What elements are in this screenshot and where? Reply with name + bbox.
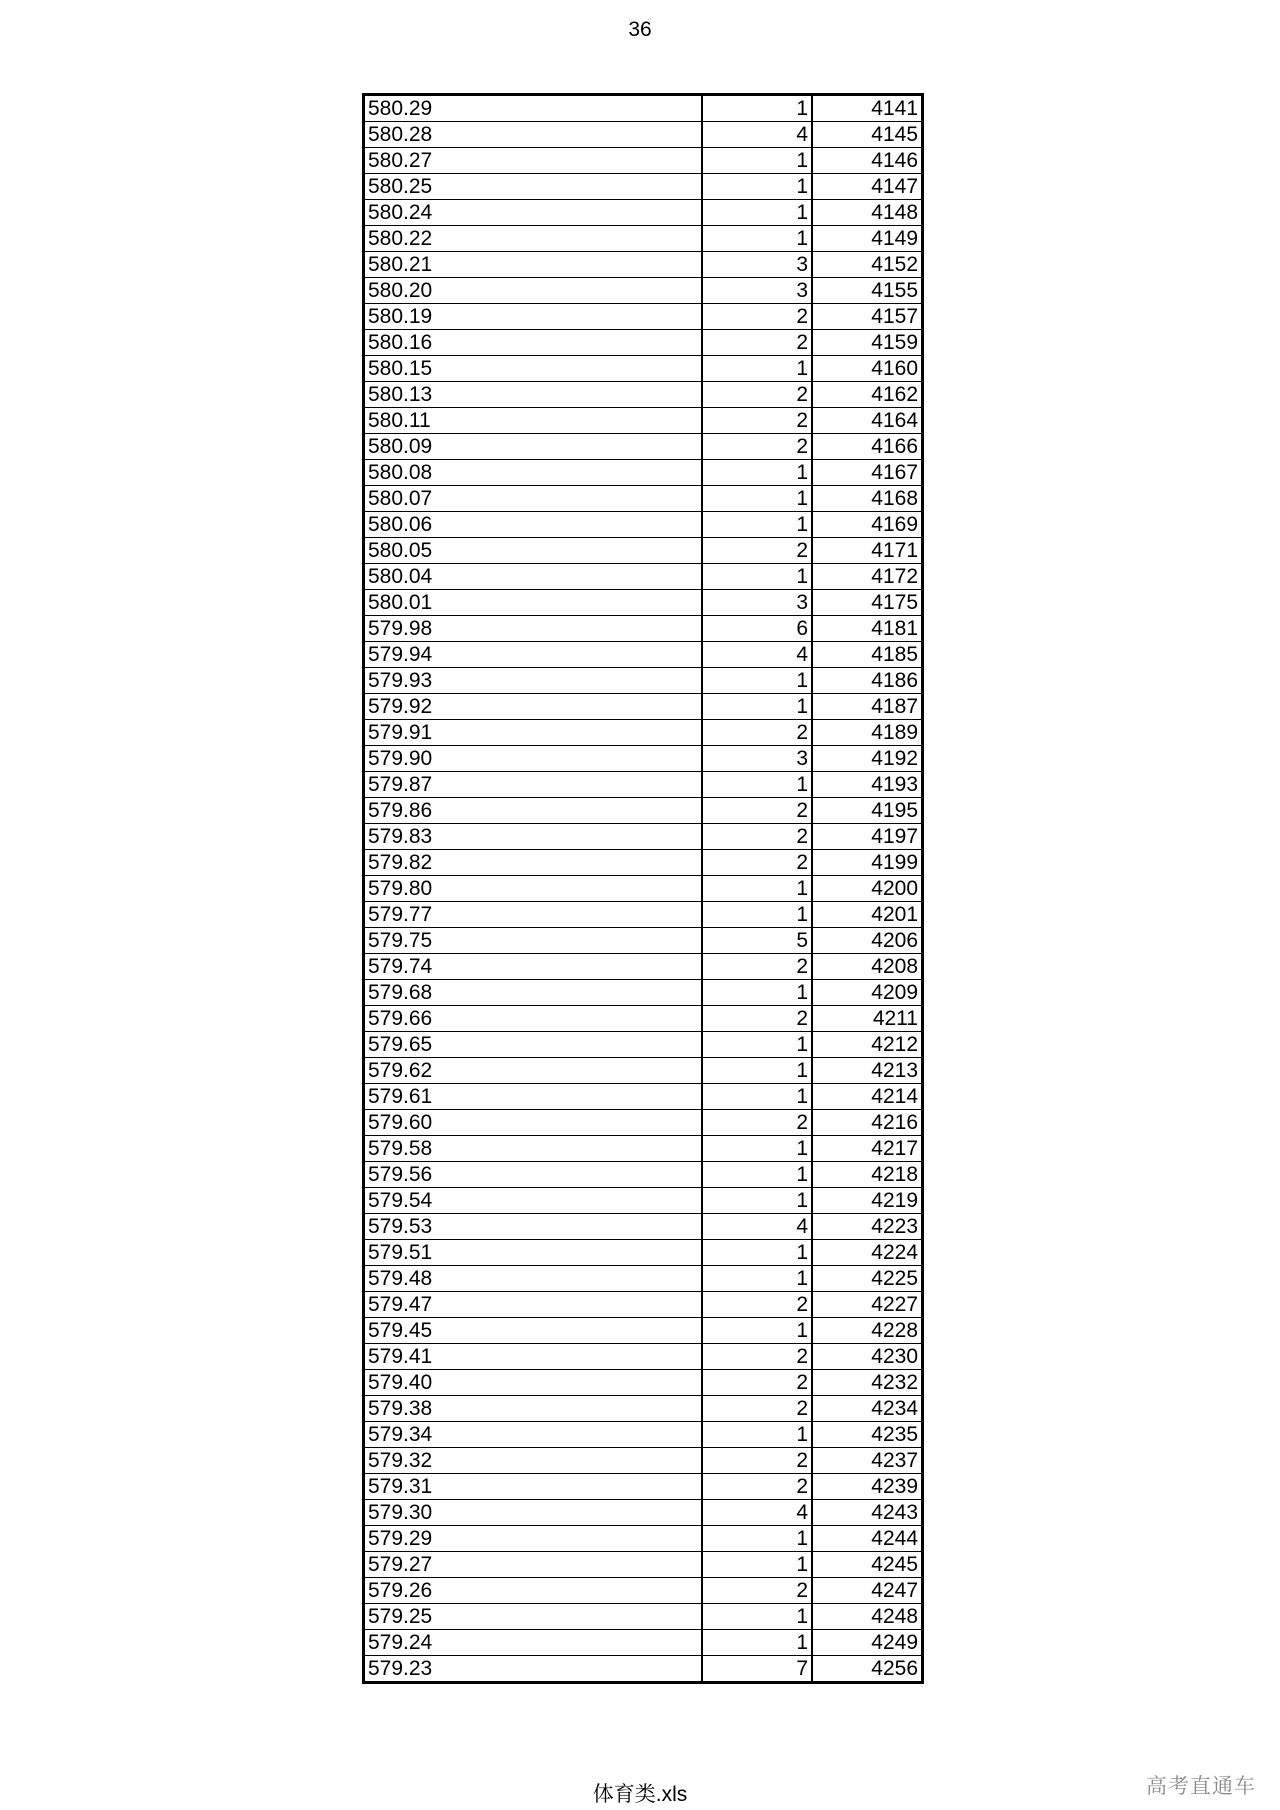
table-row — [364, 434, 923, 460]
table-row — [364, 1604, 923, 1630]
table-row — [364, 1136, 923, 1162]
table-row — [364, 564, 923, 590]
cumulative-cell: 4192 — [812, 746, 923, 772]
count-cell: 2 — [702, 954, 812, 980]
cumulative-cell: 4200 — [812, 876, 923, 902]
table-row — [364, 1032, 923, 1058]
count-cell: 1 — [702, 980, 812, 1006]
count-cell: 2 — [702, 538, 812, 564]
table-row — [364, 798, 923, 824]
cumulative-cell: 4230 — [812, 1344, 923, 1370]
score-cell: 580.04 — [364, 564, 703, 590]
score-cell: 579.51 — [364, 1240, 703, 1266]
cumulative-cell: 4206 — [812, 928, 923, 954]
score-table — [362, 93, 924, 1684]
count-cell: 1 — [702, 1188, 812, 1214]
table-row — [364, 1084, 923, 1110]
table-row — [364, 694, 923, 720]
cumulative-cell: 4247 — [812, 1578, 923, 1604]
table-row — [364, 330, 923, 356]
cumulative-cell: 4186 — [812, 668, 923, 694]
count-cell: 1 — [702, 95, 812, 122]
cumulative-cell: 4166 — [812, 434, 923, 460]
table-row — [364, 538, 923, 564]
table-row — [364, 1058, 923, 1084]
score-cell: 580.29 — [364, 95, 703, 122]
count-cell: 1 — [702, 772, 812, 798]
score-cell: 580.08 — [364, 460, 703, 486]
cumulative-cell: 4249 — [812, 1630, 923, 1656]
cumulative-cell: 4159 — [812, 330, 923, 356]
table-row — [364, 1214, 923, 1240]
table-row — [364, 1370, 923, 1396]
score-cell: 580.19 — [364, 304, 703, 330]
table-row — [364, 1266, 923, 1292]
score-cell: 579.82 — [364, 850, 703, 876]
count-cell: 1 — [702, 668, 812, 694]
score-cell: 579.45 — [364, 1318, 703, 1344]
count-cell: 2 — [702, 1396, 812, 1422]
cumulative-cell: 4256 — [812, 1656, 923, 1683]
cumulative-cell: 4217 — [812, 1136, 923, 1162]
score-cell: 579.87 — [364, 772, 703, 798]
score-cell: 580.06 — [364, 512, 703, 538]
table-row — [364, 1318, 923, 1344]
table-row — [364, 408, 923, 434]
count-cell: 1 — [702, 174, 812, 200]
count-cell: 2 — [702, 1344, 812, 1370]
count-cell: 1 — [702, 1032, 812, 1058]
score-cell: 580.28 — [364, 122, 703, 148]
cumulative-cell: 4225 — [812, 1266, 923, 1292]
score-cell: 579.77 — [364, 902, 703, 928]
count-cell: 4 — [702, 1500, 812, 1526]
count-cell: 1 — [702, 486, 812, 512]
table-row — [364, 772, 923, 798]
table-row — [364, 486, 923, 512]
count-cell: 1 — [702, 356, 812, 382]
count-cell: 1 — [702, 1630, 812, 1656]
cumulative-cell: 4162 — [812, 382, 923, 408]
count-cell: 6 — [702, 616, 812, 642]
score-cell: 580.21 — [364, 252, 703, 278]
count-cell: 1 — [702, 694, 812, 720]
score-cell: 580.05 — [364, 538, 703, 564]
cumulative-cell: 4237 — [812, 1448, 923, 1474]
count-cell: 1 — [702, 1084, 812, 1110]
cumulative-cell: 4228 — [812, 1318, 923, 1344]
cumulative-cell: 4199 — [812, 850, 923, 876]
table-row — [364, 1552, 923, 1578]
count-cell: 2 — [702, 304, 812, 330]
table-row — [364, 1006, 923, 1032]
cumulative-cell: 4155 — [812, 278, 923, 304]
cumulative-cell: 4185 — [812, 642, 923, 668]
cumulative-cell: 4244 — [812, 1526, 923, 1552]
count-cell: 3 — [702, 746, 812, 772]
count-cell: 2 — [702, 1292, 812, 1318]
cumulative-cell: 4211 — [812, 1006, 923, 1032]
score-cell: 579.40 — [364, 1370, 703, 1396]
score-cell: 579.41 — [364, 1344, 703, 1370]
count-cell: 1 — [702, 1162, 812, 1188]
score-cell: 579.60 — [364, 1110, 703, 1136]
cumulative-cell: 4209 — [812, 980, 923, 1006]
table-row — [364, 902, 923, 928]
count-cell: 1 — [702, 1318, 812, 1344]
watermark: 高考直通车 — [1146, 1775, 1256, 1798]
score-cell: 580.07 — [364, 486, 703, 512]
count-cell: 4 — [702, 642, 812, 668]
score-cell: 580.27 — [364, 148, 703, 174]
count-cell: 2 — [702, 1370, 812, 1396]
count-cell: 3 — [702, 278, 812, 304]
cumulative-cell: 4189 — [812, 720, 923, 746]
score-cell: 579.86 — [364, 798, 703, 824]
table-row — [364, 928, 923, 954]
cumulative-cell: 4193 — [812, 772, 923, 798]
count-cell: 7 — [702, 1656, 812, 1683]
cumulative-cell: 4181 — [812, 616, 923, 642]
score-cell: 580.09 — [364, 434, 703, 460]
cumulative-cell: 4232 — [812, 1370, 923, 1396]
cumulative-cell: 4160 — [812, 356, 923, 382]
footer-filename: 体育类.xls — [592, 1783, 688, 1806]
score-cell: 579.30 — [364, 1500, 703, 1526]
score-cell: 579.56 — [364, 1162, 703, 1188]
count-cell: 1 — [702, 200, 812, 226]
cumulative-cell: 4214 — [812, 1084, 923, 1110]
cumulative-cell: 4234 — [812, 1396, 923, 1422]
cumulative-cell: 4152 — [812, 252, 923, 278]
score-cell: 579.98 — [364, 616, 703, 642]
cumulative-cell: 4175 — [812, 590, 923, 616]
score-cell: 579.31 — [364, 1474, 703, 1500]
score-table-body — [364, 95, 923, 1683]
cumulative-cell: 4208 — [812, 954, 923, 980]
cumulative-cell: 4223 — [812, 1214, 923, 1240]
table-row — [364, 1474, 923, 1500]
table-row — [364, 1578, 923, 1604]
table-row — [364, 278, 923, 304]
table-row — [364, 200, 923, 226]
cumulative-cell: 4213 — [812, 1058, 923, 1084]
table-row — [364, 1630, 923, 1656]
count-cell: 4 — [702, 1214, 812, 1240]
score-cell: 579.32 — [364, 1448, 703, 1474]
score-cell: 579.90 — [364, 746, 703, 772]
count-cell: 2 — [702, 1474, 812, 1500]
score-cell: 579.93 — [364, 668, 703, 694]
score-cell: 579.38 — [364, 1396, 703, 1422]
score-cell: 580.13 — [364, 382, 703, 408]
score-cell: 580.25 — [364, 174, 703, 200]
count-cell: 3 — [702, 590, 812, 616]
score-cell: 579.29 — [364, 1526, 703, 1552]
score-cell: 579.74 — [364, 954, 703, 980]
score-cell: 580.01 — [364, 590, 703, 616]
cumulative-cell: 4141 — [812, 95, 923, 122]
table-row — [364, 642, 923, 668]
count-cell: 2 — [702, 1006, 812, 1032]
count-cell: 1 — [702, 460, 812, 486]
score-cell: 579.27 — [364, 1552, 703, 1578]
count-cell: 2 — [702, 798, 812, 824]
score-cell: 580.24 — [364, 200, 703, 226]
table-row — [364, 1396, 923, 1422]
cumulative-cell: 4187 — [812, 694, 923, 720]
score-cell: 579.75 — [364, 928, 703, 954]
count-cell: 2 — [702, 1578, 812, 1604]
table-row — [364, 1240, 923, 1266]
table-row — [364, 512, 923, 538]
table-row — [364, 720, 923, 746]
table-row — [364, 1656, 923, 1683]
count-cell: 1 — [702, 148, 812, 174]
count-cell: 4 — [702, 122, 812, 148]
cumulative-cell: 4148 — [812, 200, 923, 226]
table-row — [364, 382, 923, 408]
count-cell: 1 — [702, 564, 812, 590]
score-cell: 580.15 — [364, 356, 703, 382]
table-row — [364, 1292, 923, 1318]
table-row — [364, 616, 923, 642]
cumulative-cell: 4224 — [812, 1240, 923, 1266]
count-cell: 1 — [702, 876, 812, 902]
table-row — [364, 1344, 923, 1370]
cumulative-cell: 4197 — [812, 824, 923, 850]
cumulative-cell: 4149 — [812, 226, 923, 252]
table-row — [364, 1162, 923, 1188]
cumulative-cell: 4145 — [812, 122, 923, 148]
cumulative-cell: 4164 — [812, 408, 923, 434]
count-cell: 2 — [702, 408, 812, 434]
table-row — [364, 1526, 923, 1552]
count-cell: 1 — [702, 1526, 812, 1552]
score-cell: 579.53 — [364, 1214, 703, 1240]
table-row — [364, 460, 923, 486]
table-row — [364, 356, 923, 382]
cumulative-cell: 4243 — [812, 1500, 923, 1526]
score-cell: 579.83 — [364, 824, 703, 850]
table-row — [364, 95, 923, 122]
cumulative-cell: 4157 — [812, 304, 923, 330]
count-cell: 1 — [702, 1266, 812, 1292]
score-cell: 580.20 — [364, 278, 703, 304]
count-cell: 1 — [702, 1136, 812, 1162]
score-cell: 579.66 — [364, 1006, 703, 1032]
score-cell: 579.58 — [364, 1136, 703, 1162]
count-cell: 2 — [702, 1110, 812, 1136]
score-cell: 580.16 — [364, 330, 703, 356]
table-row — [364, 1188, 923, 1214]
score-cell: 579.91 — [364, 720, 703, 746]
cumulative-cell: 4219 — [812, 1188, 923, 1214]
score-cell: 579.48 — [364, 1266, 703, 1292]
cumulative-cell: 4248 — [812, 1604, 923, 1630]
cumulative-cell: 4227 — [812, 1292, 923, 1318]
table-row — [364, 876, 923, 902]
count-cell: 2 — [702, 720, 812, 746]
table-row — [364, 590, 923, 616]
score-cell: 579.65 — [364, 1032, 703, 1058]
table-row — [364, 174, 923, 200]
cumulative-cell: 4235 — [812, 1422, 923, 1448]
cumulative-cell: 4172 — [812, 564, 923, 590]
count-cell: 2 — [702, 824, 812, 850]
cumulative-cell: 4146 — [812, 148, 923, 174]
table-row — [364, 668, 923, 694]
table-row — [364, 1110, 923, 1136]
count-cell: 1 — [702, 1240, 812, 1266]
count-cell: 1 — [702, 1604, 812, 1630]
table-row — [364, 746, 923, 772]
count-cell: 1 — [702, 902, 812, 928]
table-row — [364, 850, 923, 876]
cumulative-cell: 4218 — [812, 1162, 923, 1188]
score-cell: 580.11 — [364, 408, 703, 434]
table-row — [364, 122, 923, 148]
cumulative-cell: 4169 — [812, 512, 923, 538]
score-cell: 579.94 — [364, 642, 703, 668]
cumulative-cell: 4195 — [812, 798, 923, 824]
score-cell: 579.47 — [364, 1292, 703, 1318]
table-row — [364, 252, 923, 278]
score-cell: 579.61 — [364, 1084, 703, 1110]
cumulative-cell: 4171 — [812, 538, 923, 564]
count-cell: 1 — [702, 226, 812, 252]
score-cell: 579.23 — [364, 1656, 703, 1683]
count-cell: 5 — [702, 928, 812, 954]
cumulative-cell: 4216 — [812, 1110, 923, 1136]
table-row — [364, 226, 923, 252]
score-cell: 579.68 — [364, 980, 703, 1006]
score-cell: 579.62 — [364, 1058, 703, 1084]
count-cell: 2 — [702, 330, 812, 356]
count-cell: 1 — [702, 512, 812, 538]
count-cell: 1 — [702, 1552, 812, 1578]
cumulative-cell: 4167 — [812, 460, 923, 486]
count-cell: 2 — [702, 434, 812, 460]
table-row — [364, 148, 923, 174]
score-cell: 580.22 — [364, 226, 703, 252]
count-cell: 2 — [702, 1448, 812, 1474]
cumulative-cell: 4201 — [812, 902, 923, 928]
score-cell: 579.25 — [364, 1604, 703, 1630]
table-row — [364, 954, 923, 980]
page-number: 36 — [628, 18, 652, 41]
table-row — [364, 824, 923, 850]
table-row — [364, 304, 923, 330]
cumulative-cell: 4147 — [812, 174, 923, 200]
score-cell: 579.54 — [364, 1188, 703, 1214]
score-cell: 579.34 — [364, 1422, 703, 1448]
score-cell: 579.24 — [364, 1630, 703, 1656]
score-cell: 579.80 — [364, 876, 703, 902]
cumulative-cell: 4239 — [812, 1474, 923, 1500]
cumulative-cell: 4212 — [812, 1032, 923, 1058]
count-cell: 3 — [702, 252, 812, 278]
count-cell: 1 — [702, 1422, 812, 1448]
cumulative-cell: 4245 — [812, 1552, 923, 1578]
count-cell: 2 — [702, 382, 812, 408]
count-cell: 1 — [702, 1058, 812, 1084]
count-cell: 2 — [702, 850, 812, 876]
score-cell: 579.26 — [364, 1578, 703, 1604]
cumulative-cell: 4168 — [812, 486, 923, 512]
score-cell: 579.92 — [364, 694, 703, 720]
table-row — [364, 1422, 923, 1448]
table-row — [364, 1448, 923, 1474]
table-row — [364, 1500, 923, 1526]
table-row — [364, 980, 923, 1006]
